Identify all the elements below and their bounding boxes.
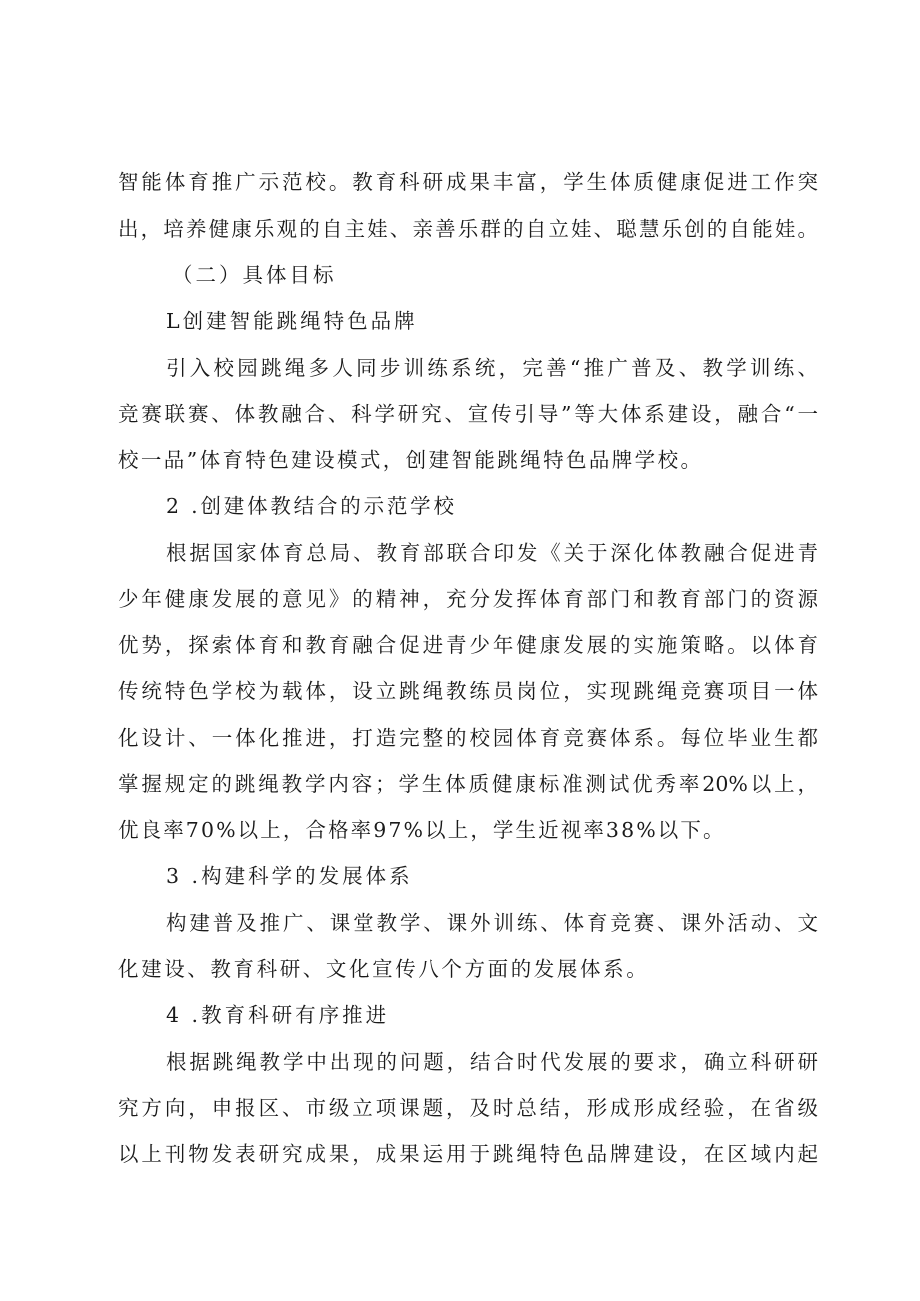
paragraph-line: 校一品”体育特色建设模式，创建智能跳绳特色品牌学校。: [118, 448, 704, 472]
subsection-heading: 2 .创建体教结合的示范学校: [166, 494, 457, 518]
paragraph-line: 引入校园跳绳多人同步训练系统，完善“推广普及、教学训练、: [166, 356, 818, 380]
paragraph-line: 化设计、一体化推进，打造完整的校园体育竞赛体系。每位毕业生都: [118, 726, 818, 750]
paragraph-line: 优良率70%以上，合格率97%以上，学生近视率38%以下。: [118, 818, 726, 842]
paragraph-line: 根据国家体育总局、教育部联合印发《关于深化体教融合促进青: [166, 541, 818, 565]
paragraph-line: 构建普及推广、课堂教学、课外训练、体育竞赛、课外活动、文: [166, 911, 818, 935]
paragraph-line: 以上刊物发表研究成果，成果运用于跳绳特色品牌建设，在区域内起: [118, 1142, 818, 1166]
paragraph-line: 出，培养健康乐观的自主娃、亲善乐群的自立娃、聪慧乐创的自能娃。: [118, 217, 818, 241]
paragraph-line: 竞赛联赛、体教融合、科学研究、宣传引导”等大体系建设，融合“一: [118, 402, 818, 426]
paragraph-line: 根据跳绳教学中出现的问题，结合时代发展的要求，确立科研研: [166, 1050, 818, 1074]
section-heading: （二）具体目标: [172, 263, 337, 287]
paragraph-line: 传统特色学校为载体，设立跳绳教练员岗位，实现跳绳竞赛项目一体: [118, 679, 818, 703]
paragraph-line: 智能体育推广示范校。教育科研成果丰富，学生体质健康促进工作突: [118, 170, 818, 194]
subsection-heading: L创建智能跳绳特色品牌: [166, 309, 418, 333]
subsection-heading: 3 .构建科学的发展体系: [166, 864, 413, 888]
subsection-heading: 4 .教育科研有序推进: [166, 1003, 390, 1027]
paragraph-line: 掌握规定的跳绳教学内容；学生体质健康标准测试优秀率20%以上，: [118, 772, 818, 796]
paragraph-line: 优势，探索体育和教育融合促进青少年健康发展的实施策略。以体育: [118, 633, 818, 657]
paragraph-line: 化建设、教育科研、文化宣传八个方面的发展体系。: [118, 957, 650, 981]
paragraph-line: 究方向，申报区、市级立项课题，及时总结，形成形成经验，在省级: [118, 1096, 818, 1120]
paragraph-line: 少年健康发展的意见》的精神，充分发挥体育部门和教育部门的资源: [118, 587, 818, 611]
